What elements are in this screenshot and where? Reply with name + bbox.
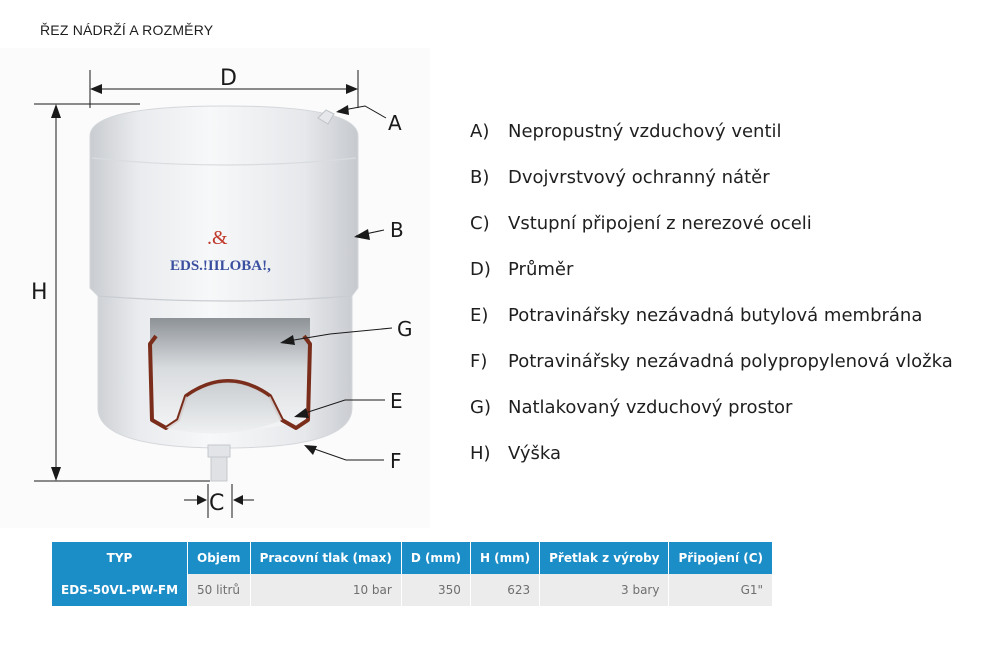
legend-text: Potravinářsky nezávadná polypropylenová vložka [508,351,953,372]
legend-text: Nepropustný vzduchový ventil [508,121,782,142]
label-a: A [388,111,402,135]
legend-text: Natlakovaný vzduchový prostor [508,397,793,418]
section-title: ŘEZ NÁDRŽÍ A ROZMĚRY [40,22,214,38]
column-header-h: H (mm) [470,542,539,574]
tank-cutaway [150,318,310,433]
legend-item-d [470,252,953,298]
cell-typ: EDS-50VL-PW-FM [52,574,188,606]
legend-text: Průměr [508,259,574,280]
legend-key: D) [470,259,491,280]
column-header-pripojeni: Připojení (C) [669,542,773,574]
legend-item-a [470,114,953,160]
legend-text: Potravinářsky nezávadná butylová membrána [508,305,923,326]
column-header-pracovni-tlak: Pracovní tlak (max) [250,542,401,574]
legend-item-h [470,436,953,482]
legend-text: Dvojvrstvový ochranný nátěr [508,167,770,188]
cell-objem: 50 litrů [188,574,251,606]
legend-key: B) [470,167,490,188]
legend-key: G) [470,397,491,418]
legend-item-c [470,206,953,252]
tank-cross-section-diagram [0,48,430,528]
label-g: G [397,317,413,341]
legend-key: H) [470,443,491,464]
column-header-d: D (mm) [401,542,470,574]
cell-d: 350 [401,574,470,606]
legend-item-g [470,390,953,436]
label-d: D [220,66,237,91]
svg-text:.&: .& [207,227,228,249]
bottom-connector [208,445,230,481]
legend-key: E) [470,305,489,326]
cell-pracovni-tlak: 10 bar [250,574,401,606]
cell-pretlak: 3 bary [540,574,669,606]
label-e: E [390,389,403,413]
legend-item-b [470,160,953,206]
specification-table [52,542,773,606]
cell-pripojeni: G1" [669,574,773,606]
cell-h: 623 [470,574,539,606]
legend-item-f [470,344,953,390]
column-header-typ: TYP [52,542,188,574]
parts-legend [470,114,953,482]
label-h: H [31,280,48,305]
legend-text: Vstupní připojení z nerezové oceli [508,213,812,234]
column-header-pretlak: Přetlak z výroby [540,542,669,574]
label-f: F [390,449,402,473]
legend-item-e [470,298,953,344]
table-header-row [52,542,773,574]
svg-text:EDS.!IILOBA!,: EDS.!IILOBA!, [170,258,271,274]
legend-key: F) [470,351,488,372]
column-header-objem: Objem [188,542,251,574]
legend-text: Výška [508,443,561,464]
legend-key: C) [470,213,490,234]
table-row [52,574,773,606]
legend-key: A) [470,121,490,142]
label-c: C [209,491,225,516]
label-b: B [390,218,404,242]
